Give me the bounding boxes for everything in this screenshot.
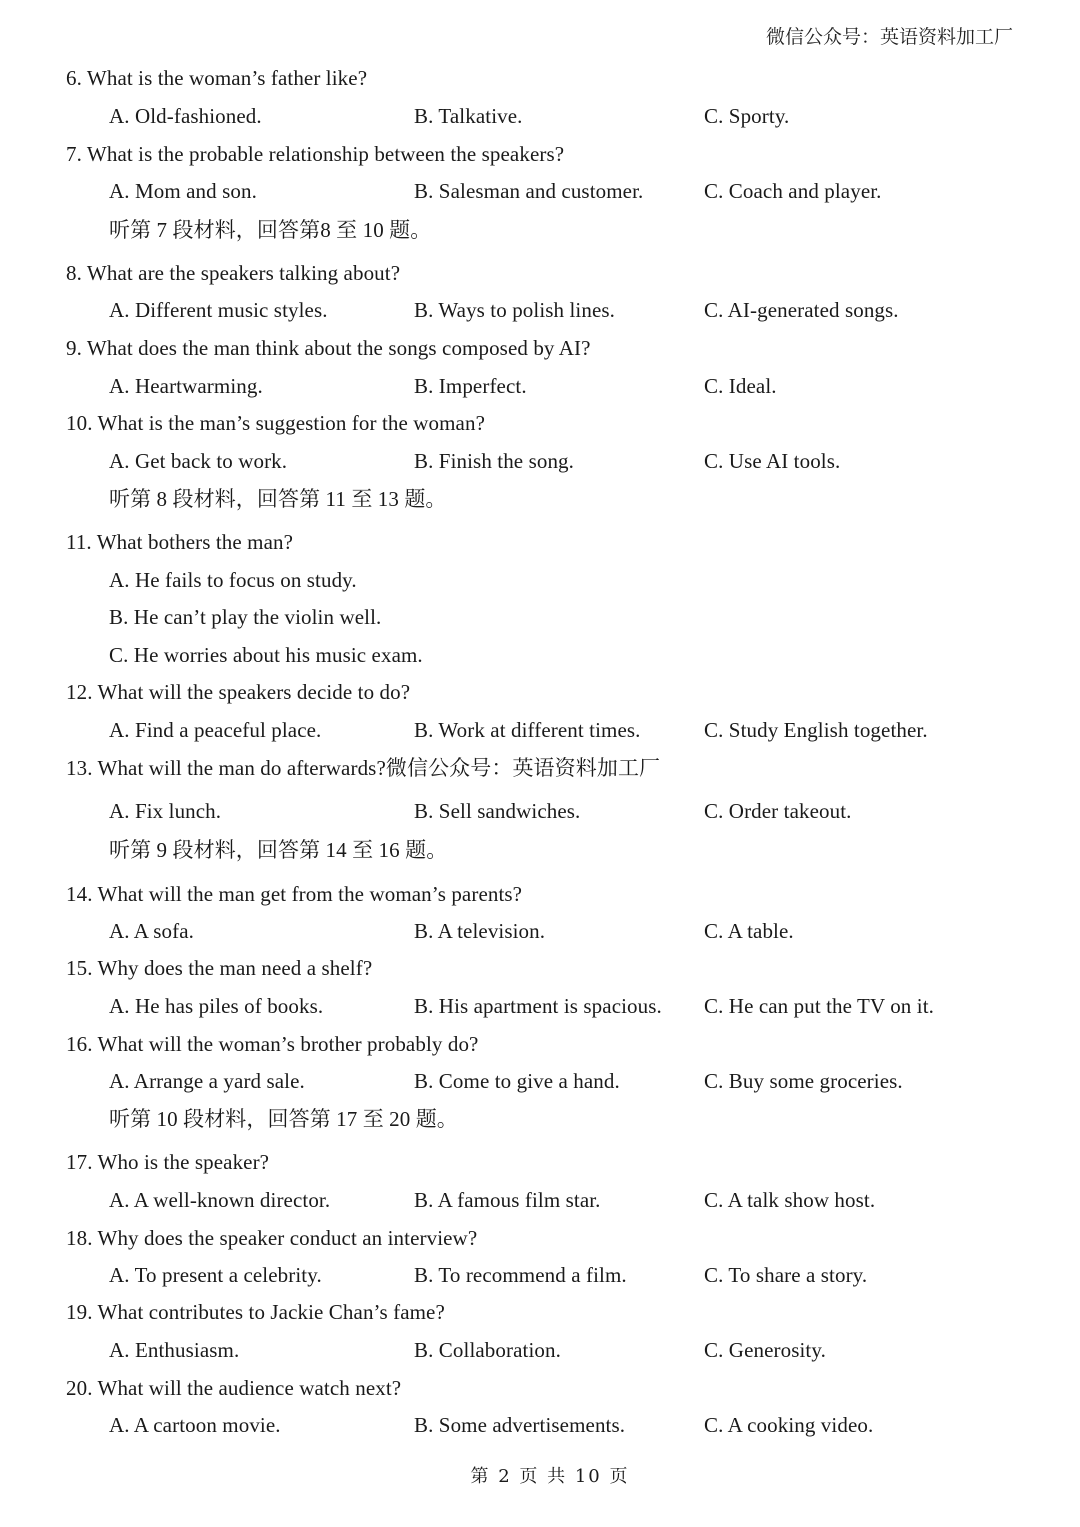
option-b: B. To recommend a film.	[414, 1263, 627, 1287]
option-c: C. A table.	[704, 919, 794, 943]
question-stem: 9. What does the man think about the songs composed by AI?	[66, 336, 591, 360]
option-b: B. Ways to polish lines.	[414, 298, 615, 322]
question-stem: 8. What are the speakers talking about?	[66, 261, 401, 285]
question-stem: 19. What contributes to Jackie Chan’s fame?	[66, 1300, 445, 1324]
option-b: B. Talkative.	[414, 104, 523, 128]
option-c: C. Generosity.	[704, 1338, 826, 1362]
option-b: B. He can’t play the violin well.	[109, 605, 382, 629]
option-b: B. A television.	[414, 919, 546, 943]
option-b: B. Imperfect.	[414, 374, 527, 398]
header-watermark: 微信公众号：英语资料加工厂	[765, 26, 1013, 48]
option-c: C. AI-generated songs.	[704, 298, 899, 322]
option-b: B. Collaboration.	[414, 1338, 561, 1362]
option-c: C. Coach and player.	[704, 179, 882, 203]
option-b: B. Salesman and customer.	[414, 179, 644, 203]
question-stem: 6. What is the woman’s father like?	[66, 66, 368, 90]
option-a: A. Heartwarming.	[109, 374, 263, 398]
option-c: C. To share a story.	[704, 1263, 868, 1287]
option-a: A. To present a celebrity.	[109, 1263, 322, 1287]
question-stem: 11. What bothers the man?	[66, 530, 294, 554]
option-a: A. He fails to focus on study.	[109, 568, 357, 592]
option-a: A. Arrange a yard sale.	[109, 1069, 305, 1093]
question-stem: 14. What will the man get from the woman’s parents?	[66, 882, 523, 906]
option-a: A. A well-known director.	[109, 1188, 331, 1212]
question-stem: 15. Why does the man need a shelf?	[66, 956, 373, 980]
question-stem: 7. What is the probable relationship between the speakers?	[66, 142, 565, 166]
option-c: C. He worries about his music exam.	[109, 643, 423, 667]
option-a: A. Fix lunch.	[109, 799, 222, 823]
option-c: C. Buy some groceries.	[704, 1069, 903, 1093]
option-b: B. Work at different times.	[414, 718, 641, 742]
question-stem: 16. What will the woman’s brother probably do?	[66, 1032, 479, 1056]
option-c: C. He can put the TV on it.	[704, 994, 934, 1018]
option-c: C. Order takeout.	[704, 799, 852, 823]
option-c: C. A talk show host.	[704, 1188, 876, 1212]
option-c: C. Study English together.	[704, 718, 928, 742]
option-b: B. Some advertisements.	[414, 1413, 626, 1437]
question-stem: 12. What will the speakers decide to do?	[66, 680, 411, 704]
option-c: C. Ideal.	[704, 374, 777, 398]
question-stem: 13. What will the man do afterwards?微信公众号：英语资料加工厂	[66, 756, 661, 780]
option-a: A. A cartoon movie.	[109, 1413, 281, 1437]
section-instruction: 听第 9 段材料，回答第 14 至 16 题。	[109, 838, 448, 862]
option-a: A. A sofa.	[109, 919, 194, 943]
question-stem: 17. Who is the speaker?	[66, 1150, 270, 1174]
option-b: B. Finish the song.	[414, 449, 575, 473]
option-c: C. Use AI tools.	[704, 449, 841, 473]
option-b: B. Sell sandwiches.	[414, 799, 581, 823]
option-a: A. Mom and son.	[109, 179, 257, 203]
page-number: 第 2 页 共 10 页	[470, 1466, 630, 1487]
option-a: A. Find a peaceful place.	[109, 718, 322, 742]
option-a: A. Old-fashioned.	[109, 104, 262, 128]
option-c: C. A cooking video.	[704, 1413, 874, 1437]
section-instruction: 听第 8 段材料，回答第 11 至 13 题。	[109, 487, 447, 511]
option-c: C. Sporty.	[704, 104, 790, 128]
question-stem: 10. What is the man’s suggestion for the woman?	[66, 411, 485, 435]
option-a: A. Get back to work.	[109, 449, 288, 473]
option-a: A. He has piles of books.	[109, 994, 324, 1018]
option-b: B. Come to give a hand.	[414, 1069, 620, 1093]
question-stem: 20. What will the audience watch next?	[66, 1376, 402, 1400]
section-instruction: 听第 7 段材料，回答第8 至 10 题。	[109, 218, 432, 242]
section-instruction: 听第 10 段材料，回答第 17 至 20 题。	[109, 1107, 458, 1131]
option-b: B. A famous film star.	[414, 1188, 601, 1212]
option-b: B. His apartment is spacious.	[414, 994, 662, 1018]
question-stem: 18. Why does the speaker conduct an interview?	[66, 1226, 478, 1250]
option-a: A. Enthusiasm.	[109, 1338, 240, 1362]
option-a: A. Different music styles.	[109, 298, 328, 322]
